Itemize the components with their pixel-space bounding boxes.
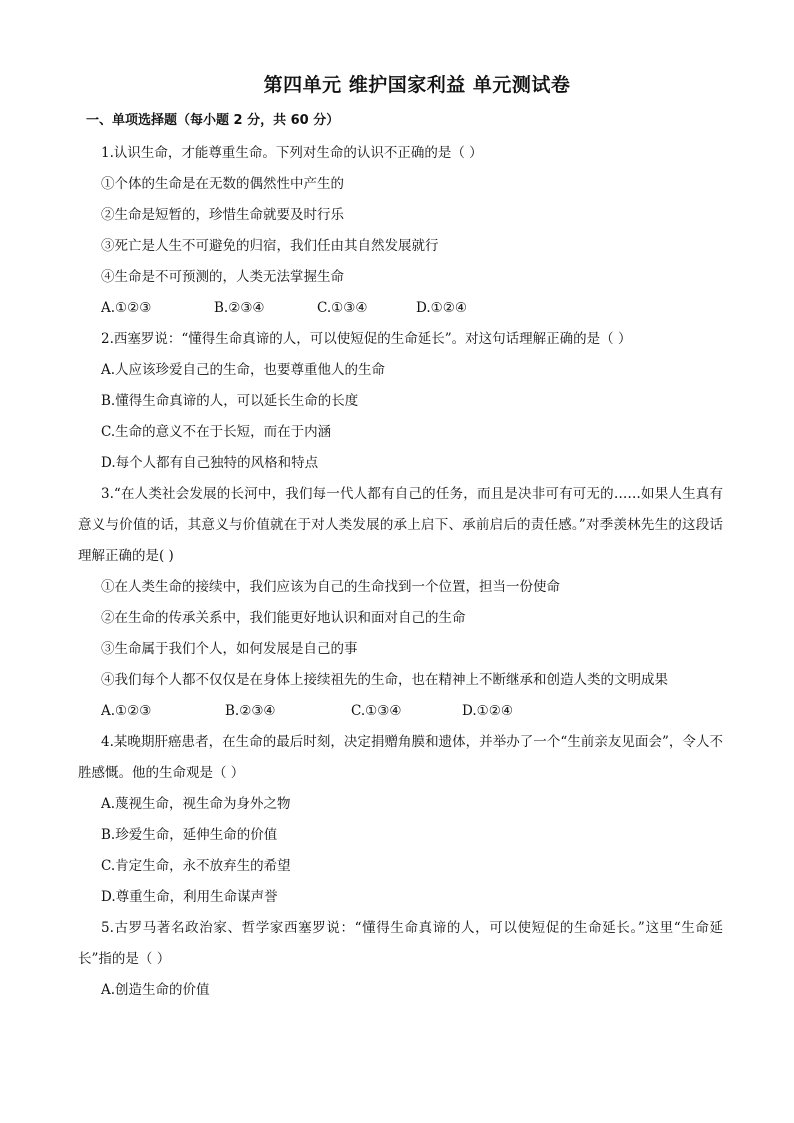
question-4-option-d: D.尊重生命，利用生命谋声誉 [101,889,278,905]
question-2-option-d: D.每个人都有自己独特的风格和特点 [101,455,319,471]
question-3-statement-3: ③生命属于我们个人，如何发展是自己的事 [101,641,358,657]
question-5-stem: 5.古罗马著名政治家、哲学家西塞罗说：“懂得生命真谛的人，可以使短促的生命延长。”这里“生命延长”指的是（ ） [78,920,723,967]
question-1-option-c: C.①③④ [317,300,368,316]
question-4-option-c: C.肯定生命，永不放弃生的希望 [101,858,291,874]
question-2-option-b: B.懂得生命真谛的人，可以延长生命的长度 [101,393,359,409]
question-2-option-a: A.人应该珍爱自己的生命，也要尊重他人的生命 [101,362,386,378]
question-1-option-b: B.②③④ [214,300,265,316]
question-1-option-d: D.①②④ [416,300,467,316]
question-3-options [78,696,723,727]
question-4-option-a: A.蔑视生命，视生命为身外之物 [101,796,291,812]
question-1-statement-3: ③死亡是人生不可避免的归宿，我们任由其自然发展就行 [101,238,439,254]
question-1-statement-4: ④生命是不可预测的，人类无法掌握生命 [101,269,344,285]
question-3-option-a: A.①②③ [101,703,152,719]
page-title: 第四单元 维护国家利益 单元测试卷 [263,74,571,96]
question-1-option-a: A.①②③ [101,300,152,316]
question-1-statement-2: ②生命是短暂的，珍惜生命就要及时行乐 [101,207,344,223]
question-3-statement-4: ④我们每个人都不仅仅是在身体上接续祖先的生命，也在精神上不断继承和创造人类的文明成果 [101,672,668,688]
question-3-option-c: C.①③④ [351,703,402,719]
question-3-stem: 3.“在人类社会发展的长河中，我们每一代人都有自己的任务，而且是决非可有可无的……如果人生真有意义与价值的话，其意义与价值就在于对人类发展的承上启下、承前启后的责任感。”对季羡林先生的这段话理解正确的是( ) [78,486,723,564]
question-3-option-d: D.①②④ [462,703,513,719]
question-3-statement-2: ②在生命的传承关系中，我们能更好地认识和面对自己的生命 [101,610,466,626]
question-1-statement-1: ①个体的生命是在无数的偶然性中产生的 [101,176,344,192]
section-heading: 一、单项选择题（每小题 2 分，共 60 分） [86,113,340,128]
question-1-options [78,293,723,324]
question-4-stem: 4.某晚期肝癌患者，在生命的最后时刻，决定捐赠角膜和遗体，并举办了一个“生前亲友见面会”，令人不胜感慨。他的生命观是（ ） [78,734,723,781]
question-2-option-c: C.生命的意义不在于长短，而在于内涵 [101,424,332,440]
question-3-option-b: B.②③④ [225,703,276,719]
question-3-statement-1: ①在人类生命的接续中，我们应该为自己的生命找到一个位置，担当一份使命 [101,579,560,595]
question-4-option-b: B.珍爱生命，延伸生命的价值 [101,827,278,843]
question-1-stem: 1.认识生命，才能尊重生命。下列对生命的认识不正确的是（ ） [101,145,483,161]
question-list [78,138,723,1006]
question-5-option-a: A.创造生命的价值 [101,982,210,998]
question-2-stem: 2.西塞罗说：“懂得生命真谛的人，可以使短促的生命延长”。对这句话理解正确的是（ ） [101,331,632,347]
